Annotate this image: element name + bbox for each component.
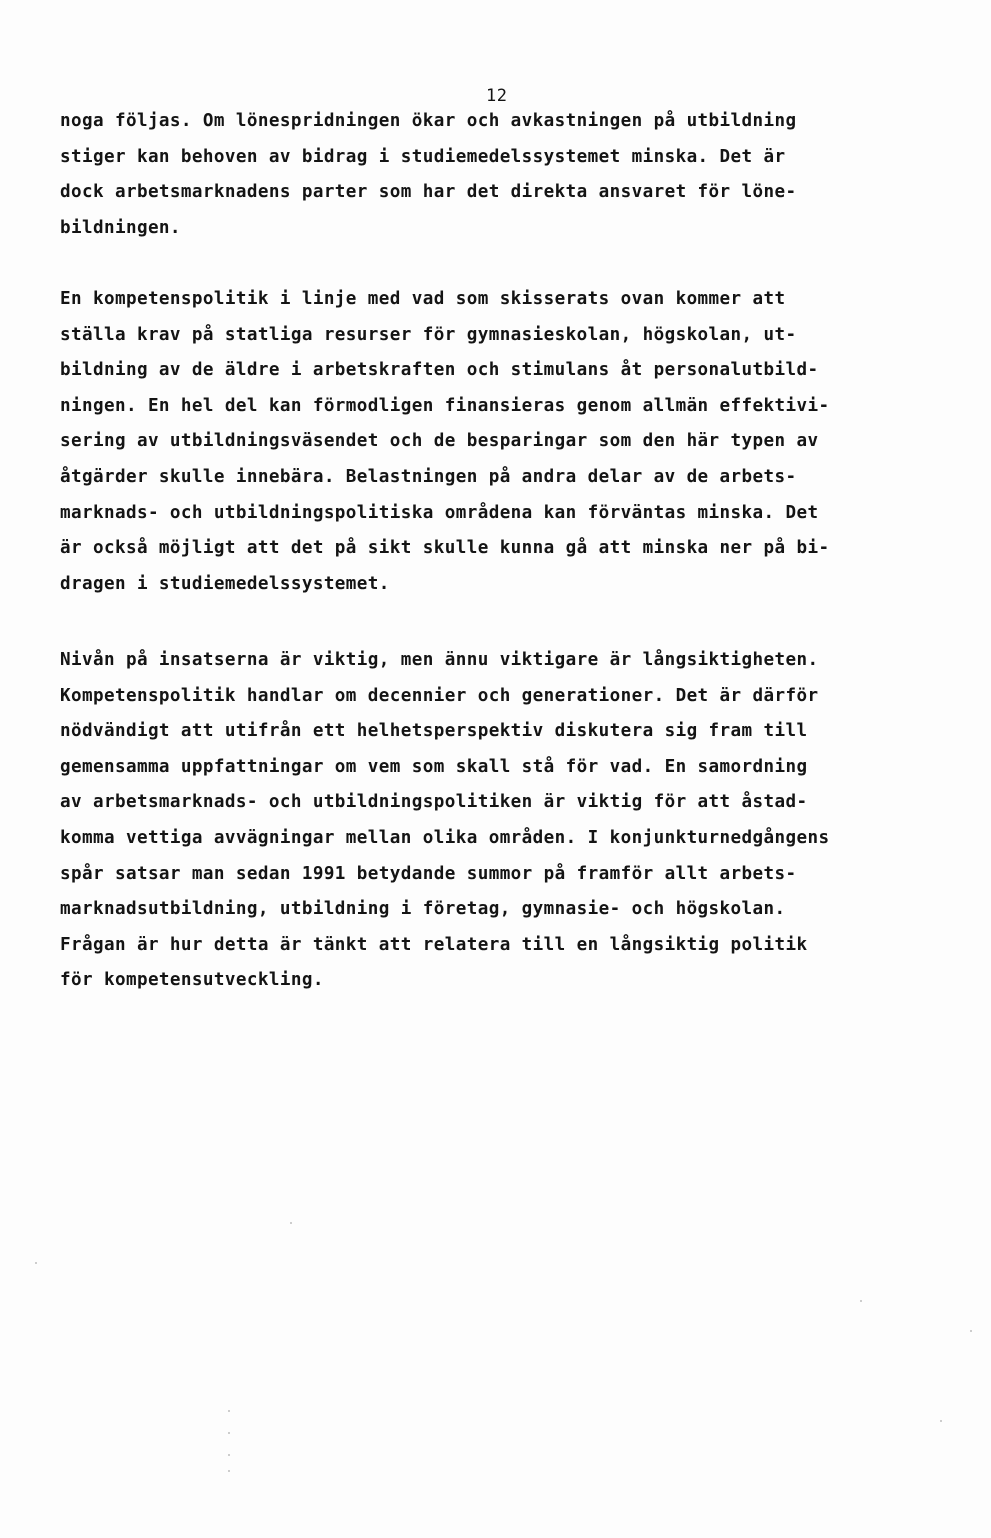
paragraph-line: ningen. En hel del kan förmodligen finansieras genom allmän effektivi- bbox=[60, 395, 830, 416]
paragraph-line: marknadsutbildning, utbildning i företag, gymnasie- och högskolan. bbox=[60, 899, 786, 920]
scan-speck bbox=[290, 1222, 292, 1224]
scan-speck bbox=[228, 1470, 230, 1472]
paragraph-line: gemensamma uppfattningar om vem som skall stå för vad. En samordning bbox=[60, 756, 808, 777]
paragraph-line: bildning av de äldre i arbetskraften och stimulans åt personalutbild- bbox=[60, 360, 819, 381]
scan-speck bbox=[228, 1432, 230, 1434]
paragraph-line: En kompetenspolitik i linje med vad som skisserats ovan kommer att bbox=[60, 289, 786, 309]
paragraph-line: spår satsar man sedan 1991 betydande summor på framför allt arbets- bbox=[60, 863, 797, 884]
paragraph-line: dragen i studiemedelssystemet. bbox=[60, 573, 390, 594]
paragraph-1 bbox=[60, 104, 920, 246]
scan-speck bbox=[940, 1420, 942, 1422]
paragraph-3 bbox=[60, 643, 920, 999]
paragraph-line: ställa krav på statliga resurser för gymnasieskolan, högskolan, ut- bbox=[60, 324, 797, 345]
paragraph-line: sering av utbildningsväsendet och de besparingar som den här typen av bbox=[60, 431, 819, 452]
scan-speck bbox=[228, 1454, 230, 1456]
paragraph-line: stiger kan behoven av bidrag i studiemedelssystemet minska. Det är bbox=[60, 146, 786, 167]
paragraph-line: är också möjligt att det på sikt skulle kunna gå att minska ner på bi- bbox=[60, 538, 830, 559]
paragraph-line: noga följas. Om lönespridningen ökar och avkastningen på utbildning bbox=[60, 111, 797, 131]
paragraph-line: komma vettiga avvägningar mellan olika områden. I konjunkturnedgångens bbox=[60, 827, 830, 848]
paragraph-2 bbox=[60, 282, 920, 602]
page-number: 12 bbox=[486, 86, 508, 106]
scan-speck bbox=[35, 1262, 37, 1264]
paragraph-line: för kompetensutveckling. bbox=[60, 970, 324, 991]
paragraph-line: marknads- och utbildningspolitiska områdena kan förväntas minska. Det bbox=[60, 502, 819, 523]
paragraph-line: nödvändigt att utifrån ett helhetsperspektiv diskutera sig fram till bbox=[60, 721, 808, 742]
paragraph-line: dock arbetsmarknadens parter som har det direkta ansvaret för löne- bbox=[60, 182, 797, 203]
paragraph-line: Kompetenspolitik handlar om decennier och generationer. Det är därför bbox=[60, 685, 819, 706]
paragraph-line: bildningen. bbox=[60, 217, 181, 238]
paragraph-line: Nivån på insatserna är viktig, men ännu viktigare är långsiktigheten. bbox=[60, 650, 819, 670]
scan-speck bbox=[970, 1330, 972, 1332]
paragraph-line: av arbetsmarknads- och utbildningspolitiken är viktig för att åstad- bbox=[60, 792, 808, 813]
scan-speck bbox=[860, 1300, 862, 1302]
paragraph-line: åtgärder skulle innebära. Belastningen på andra delar av de arbets- bbox=[60, 466, 797, 487]
scan-speck bbox=[228, 1410, 230, 1412]
paragraph-line: Frågan är hur detta är tänkt att relatera till en långsiktig politik bbox=[60, 934, 808, 955]
